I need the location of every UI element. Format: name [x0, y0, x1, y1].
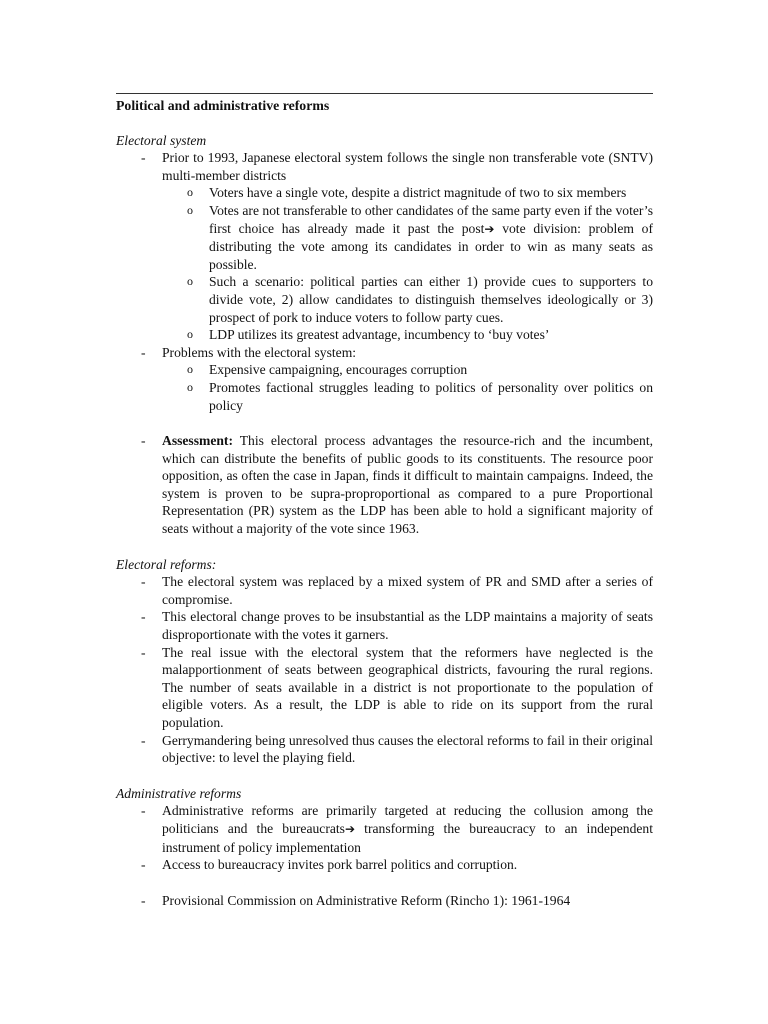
sub-item-text: Such a scenario: political parties can either 1) provide cues to supporters to divide vote, 2) allow candidates to distinguish themselves ideologically or 3) prospect of pork to induce voters to follow party cues.: [209, 274, 653, 325]
dash-bullet: -: [141, 803, 146, 819]
item-text: The electoral system was replaced by a mixed system of PR and SMD after a series of compromise.: [162, 574, 653, 607]
dash-bullet: -: [141, 150, 146, 166]
dash-bullet: -: [141, 857, 146, 873]
arrow-right-icon: ➔: [484, 221, 495, 236]
item-text: This electoral change proves to be insubstantial as the LDP maintains a majority of seats disproportionate with the votes it garners.: [162, 609, 653, 643]
arrow-right-icon: ➔: [344, 821, 356, 836]
list-item: [116, 149, 653, 184]
section-heading-administrative-reforms: Administrative reforms: [116, 785, 242, 801]
list-item: [116, 644, 653, 732]
sub-list-item: [116, 202, 653, 273]
item-text: Prior to 1993, Japanese electoral system follows the single non transferable vote (SNTV) multi-member districts: [162, 150, 653, 183]
dash-bullet: -: [141, 732, 146, 748]
item-text-cont: transforming the bureaucracy to an independent instrument of policy implementation: [162, 820, 653, 855]
document-page: [116, 93, 653, 909]
assessment-text: This electoral process advantages the resource-rich and the incumbent, which can distribute the benefits of public goods to its constituents. The resource poor opposition, as often the case in Japan, finds it difficult to maintain campaigns. Indeed, the system is proven to be supra-proproportional as compared to a pure Proportional Representation (PR) system as the LDP has been able to hold a significant majority of seats without a majority of the vote since 1963.: [162, 433, 653, 537]
item-text: The real issue with the electoral system that the reformers have neglected is the malapportionment of seats between geographical districts, favouring the rural regions. The number of seats available in a district is not proportionate to the population of eligible voters. As a result, the LDP is able to ride on its support from the rural population.: [162, 644, 653, 730]
list-item: [116, 802, 653, 856]
spacer: [116, 767, 653, 785]
sub-list-item: [116, 361, 653, 379]
circle-bullet: o: [187, 274, 193, 289]
dash-bullet: -: [141, 892, 146, 908]
sub-item-text: LDP utilizes its greatest advantage, incumbency to ‘buy votes’: [209, 327, 550, 343]
sub-item-text: Promotes factional struggles leading to politics of personality over politics on policy: [209, 379, 653, 413]
header-rule: [116, 93, 653, 94]
document-title: Political and administrative reforms: [116, 98, 330, 113]
sub-list-item: [116, 379, 653, 414]
spacer: [116, 874, 653, 892]
circle-bullet: o: [187, 327, 193, 342]
list-item: [116, 732, 653, 767]
spacer: [116, 414, 653, 432]
spacer: [116, 538, 653, 556]
section-heading-electoral-system: Electoral system: [116, 132, 207, 148]
list-item: [116, 344, 653, 362]
item-text: Access to bureaucracy invites pork barrel politics and corruption.: [162, 857, 518, 873]
list-item: [116, 608, 653, 643]
list-item-assessment: [116, 432, 653, 538]
item-text: Problems with the electoral system:: [162, 344, 357, 360]
section-heading-electoral-reforms: Electoral reforms:: [116, 556, 217, 572]
item-text: Administrative reforms are primarily targeted at reducing the collusion among the politicians and the bureaucrats: [162, 803, 653, 836]
dash-bullet: -: [141, 644, 146, 660]
sub-list-item: [116, 273, 653, 326]
item-text: Gerrymandering being unresolved thus causes the electoral reforms to fail in their original objective: to level the playing field.: [162, 732, 653, 766]
sub-item-text: Votes are not transferable to other candidates of the same party even if the voter’s first choice has already made it past the post: [209, 202, 653, 236]
sub-list-item: [116, 184, 653, 202]
dash-bullet: -: [141, 344, 146, 360]
dash-bullet: -: [141, 574, 146, 590]
sub-item-text: Voters have a single vote, despite a district magnitude of two to six members: [209, 185, 627, 201]
dash-bullet: -: [141, 609, 146, 625]
circle-bullet: o: [187, 362, 193, 377]
sub-item-text-cont: vote division: problem of distributing the vote among its candidates in order to win as many seats as possible.: [209, 220, 653, 272]
circle-bullet: o: [187, 379, 193, 394]
item-text: Provisional Commission on Administrative Reform (Rincho 1): 1961-1964: [162, 892, 571, 908]
sub-list-item: [116, 326, 653, 344]
list-item: [116, 892, 653, 910]
sub-item-text: Expensive campaigning, encourages corruption: [209, 362, 468, 378]
dash-bullet: -: [141, 433, 146, 449]
circle-bullet: o: [187, 202, 193, 217]
circle-bullet: o: [187, 185, 193, 200]
list-item: [116, 573, 653, 608]
list-item: [116, 856, 653, 874]
assessment-label: Assessment:: [162, 433, 233, 449]
